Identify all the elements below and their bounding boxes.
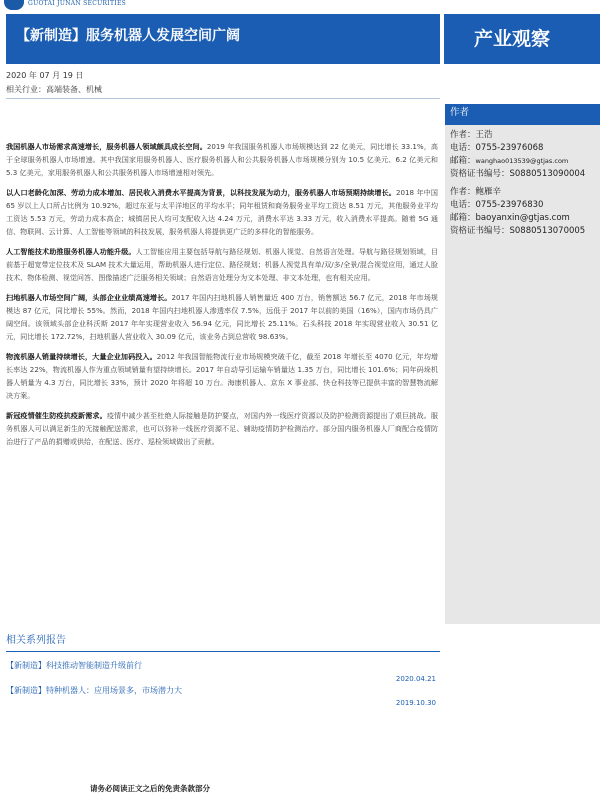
brand-logo-text: GUOTAI JUNAN SECURITIES bbox=[28, 0, 127, 7]
author-email-row: 邮箱：baoyanxin@gtjas.com bbox=[450, 213, 570, 223]
author-phone: 电话：0755-23976830 bbox=[450, 200, 544, 210]
publish-date: 2020 年 07 月 19 日 bbox=[6, 71, 84, 80]
body-paragraph: 人工智能技术助推服务机器人功能升级。人工智能应用主要包括导航与路径规划、机器人视觉、自然语言处理。导航与路径规划领域，目前基于超宽带定位技术及 SLAM 技术大量运用，帮助机器人进行定位、路径规划；机器人视觉具有单/双/多/全景/混合视觉应用，通过人脸技术、物体检测、视觉问答、图像描述广泛服务相关领域；自然语言处理分为文本处理、非文本处理，也有相关应用。 bbox=[6, 247, 439, 282]
disclaimer-note: 请务必阅读正文之后的免责条款部分 bbox=[90, 784, 210, 793]
related-report-date: 2019.10.30 bbox=[395, 699, 436, 707]
author-panel-heading: 作者 bbox=[445, 104, 600, 125]
logo-strip bbox=[0, 0, 600, 14]
report-title: 【新制造】服务机器人发展空间广阔 bbox=[6, 14, 440, 64]
author-name: 作者：鲍雁辛 bbox=[450, 187, 502, 197]
body-paragraph: 新冠疫情催生防疫抗疫新需求。疫情中减少甚至杜绝人际接触是防护要点，对国内外一线医疗资源以及防护检测资源提出了艰巨挑战。服务机器人可以满足新生的无接触配送需求，也可以弥补一线医疗资源不足、辅助疫情防护检测治疗。部分国内服务机器人厂商配合疫情防治进行了产品的捐赠或供给，在配送、医疗、巡检领域做出了贡献。 bbox=[6, 411, 438, 446]
report-body bbox=[6, 140, 438, 455]
body-paragraph: 物流机器人销量持续增长，大量企业加码投入。2012 年我国智能物流行业市场规模突破千亿，截至 2018 年增长至 4070 亿元，年均增长率达 22%，物流机器人作为重点领域销量有望持续增长。2017 年自动导引运输车销量达 1.35 万台，同比增长 101.6%；同年码垛机器人销量为 4.3 万台，同比增长 33%，预计 2020 年将超 10 万台。海康机器人、京东 X 事业部、快仓科技等已提供丰富的智慧物流解决方案。 bbox=[6, 352, 438, 400]
related-report-link[interactable]: 【新制造】特种机器人：应用场景多，市场潜力大 bbox=[6, 686, 182, 695]
author-email-link[interactable]: baoyanxin@gtjas.com bbox=[475, 213, 570, 223]
author-email-row: 邮箱：wanghao013539@gtjas.com bbox=[450, 156, 569, 166]
body-paragraph: 扫地机器人市场空间广阔，头部企业业绩高速增长。2017 年国内扫地机器人销售量近 400 万台，销售额达 56.7 亿元，2018 年市场规模达 87 亿元，同比增长 55%。然而，2018 年国内扫地机器人渗透率仅 7.5%，远低于 2017 年以前的美国（16%），国内市场仍具广阔空间。该领域头部企业科沃斯 2017 年年实现营业收入 56.94 亿元，同比增长 25.11%。石头科技 2018 年实现营业收入 30.51 亿元，同比增长 172.72%，扫地机器人营业收入 30.09 亿元，该业务占到总营收 98.63%。 bbox=[6, 293, 439, 341]
author-card bbox=[445, 125, 600, 238]
body-paragraph: 我国机器人市场需求高速增长，服务机器人领域颇具成长空间。2019 年我国服务机器人市场规模达到 22 亿美元，同比增长 33.1%，高于全球服务机器人市场增速。其中我国家用服务机器人、医疗服务机器人和公共服务机器人市场规模分别为 10.5 亿美元、6.2 亿美元和 5.3 亿美元，家用服务机器人和公共服务机器人市场增速相对领先。 bbox=[6, 142, 438, 177]
related-industry: 相关行业：高端装备、机械 bbox=[6, 85, 102, 94]
author-panel bbox=[445, 104, 600, 624]
body-paragraph: 以人口老龄化加深、劳动力成本增加、居民收入消费水平提高为背景，以科技发展为动力，服务机器人市场预期持续增长。2018 年中国 65 岁以上人口所占比例为 10.92%，超过东亚与太平洋地区的平均水平；同年租赁和商务服务业平均工资达 8.51 万元，其他服务业平均工资达 5.53 万元，劳动力成本高企；城镇居民人均可支配收入达 4.24 万元，消费水平达 3.33 万元，收入消费水平提高。随着 5G 通信、物联网、云计算、人工智能等领域的科技发展，服务机器人将提供更广泛的多样化的智能服务。 bbox=[6, 188, 438, 236]
author-name: 作者：王浩 bbox=[450, 130, 493, 140]
author-email-link[interactable]: wanghao013539@gtjas.com bbox=[475, 157, 569, 165]
related-reports-heading: 相关系列报告 bbox=[6, 633, 440, 652]
header-divider bbox=[6, 98, 440, 99]
author-cert: 资格证书编号：S0880513090004 bbox=[450, 169, 586, 179]
related-report-date: 2020.04.21 bbox=[395, 675, 436, 683]
report-type-badge: 产业观察 bbox=[444, 14, 600, 64]
author-phone: 电话：0755-23976068 bbox=[450, 143, 544, 153]
author-cert: 资格证书编号：S0880513070005 bbox=[450, 226, 586, 236]
related-report-link[interactable]: 【新制造】科技推动智能制造升级前行 bbox=[6, 661, 142, 670]
brand-logo-icon bbox=[4, 0, 24, 10]
